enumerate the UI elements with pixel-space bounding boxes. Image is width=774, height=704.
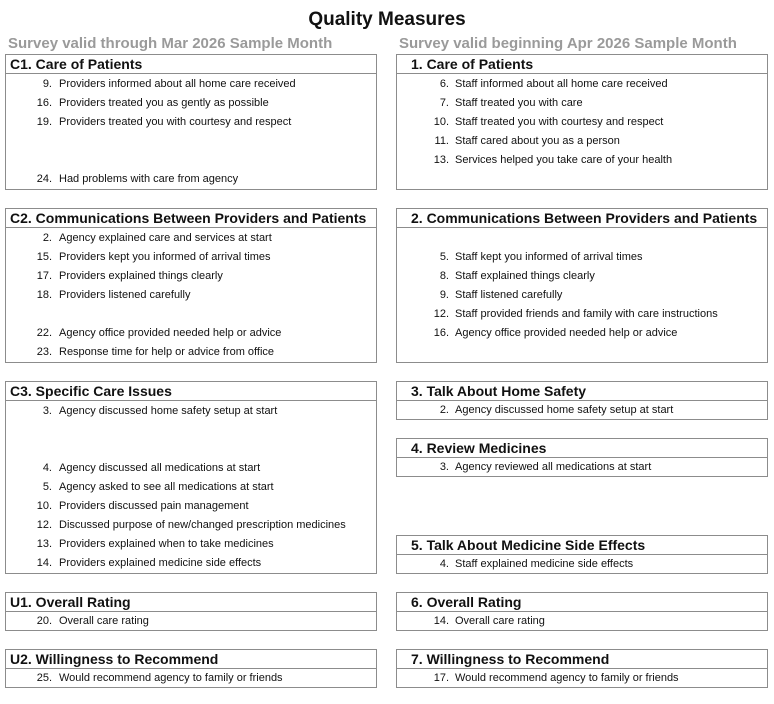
- item-text: Staff provided friends and family with care instructions: [455, 308, 718, 320]
- item-text: Staff explained things clearly: [455, 270, 595, 282]
- measure-item: [6, 669, 376, 688]
- measure-box-u1-overall-rating: [5, 592, 377, 631]
- measure-box-c1-care-of-patients: [5, 54, 377, 190]
- item-text: Staff listened carefully: [455, 289, 563, 301]
- item-text: Agency asked to see all medications at start: [59, 481, 274, 493]
- item-number: 12.: [36, 519, 52, 531]
- measure-item: [397, 286, 767, 305]
- item-text: Staff cared about you as a person: [455, 135, 620, 147]
- measure-item: [6, 286, 376, 305]
- item-number: 20.: [36, 615, 52, 627]
- item-number: 15.: [36, 251, 52, 263]
- item-text: Providers treated you as gently as possible: [59, 97, 269, 109]
- measure-item: [6, 343, 376, 362]
- item-number: 17.: [433, 672, 449, 684]
- item-text: Staff treated you with care: [455, 97, 583, 109]
- measure-item: [397, 669, 767, 688]
- measure-item: [397, 458, 767, 477]
- measure-box-6-overall-rating: [396, 592, 768, 631]
- measure-item: [6, 516, 376, 535]
- item-number: 16.: [433, 327, 449, 339]
- measure-item: [6, 535, 376, 554]
- item-number: 4.: [42, 462, 52, 474]
- measure-box-c2-communications: [5, 208, 377, 363]
- item-text: Would recommend agency to family or friends: [455, 672, 679, 684]
- left-column-subtitle: Survey valid through Mar 2026 Sample Month: [8, 35, 333, 52]
- measure-item: [6, 248, 376, 267]
- item-number: 9.: [439, 289, 449, 301]
- item-text: Agency office provided needed help or advice: [455, 327, 678, 339]
- measure-item: [6, 402, 376, 421]
- item-text: Agency explained care and services at start: [59, 232, 272, 244]
- item-text: Agency office provided needed help or advice: [59, 327, 282, 339]
- measure-item: [397, 612, 767, 631]
- item-text: Providers informed about all home care received: [59, 78, 296, 90]
- measure-item: [6, 478, 376, 497]
- measure-box-u2-willingness-to-recommend: [5, 649, 377, 688]
- measure-heading: 6. Overall Rating: [397, 593, 767, 612]
- measure-item: [6, 94, 376, 113]
- measure-item: [6, 554, 376, 573]
- measure-item: [397, 75, 767, 94]
- item-text: Providers discussed pain management: [59, 500, 249, 512]
- item-text: Providers explained medicine side effects: [59, 557, 262, 569]
- item-number: 12.: [433, 308, 449, 320]
- item-text: Staff treated you with courtesy and respect: [455, 116, 664, 128]
- measure-box-5-medicine-side-effects: [396, 535, 768, 574]
- item-text: Providers explained things clearly: [59, 270, 223, 282]
- item-text: Would recommend agency to family or friends: [59, 672, 283, 684]
- measure-heading: C2. Communications Between Providers and Patients: [6, 209, 376, 228]
- measure-item: [397, 248, 767, 267]
- measure-item: [6, 612, 376, 631]
- item-number: 18.: [36, 289, 52, 301]
- item-number: 23.: [36, 346, 52, 358]
- measure-heading: C3. Specific Care Issues: [6, 382, 376, 401]
- measure-box-2-communications: [396, 208, 768, 363]
- item-text: Services helped you take care of your health: [455, 154, 673, 166]
- item-text: Overall care rating: [59, 615, 149, 627]
- item-number: 2.: [439, 404, 449, 416]
- item-number: 5.: [42, 481, 52, 493]
- measure-item: [397, 555, 767, 574]
- item-number: 16.: [36, 97, 52, 109]
- item-text: Providers kept you informed of arrival times: [59, 251, 271, 263]
- measure-item: [397, 151, 767, 170]
- item-text: Providers explained when to take medicines: [59, 538, 274, 550]
- item-text: Agency discussed home safety setup at start: [59, 405, 278, 417]
- measure-item: [6, 497, 376, 516]
- page-title: Quality Measures: [308, 9, 466, 30]
- measure-box-7-willingness-to-recommend: [396, 649, 768, 688]
- item-text: Response time for help or advice from office: [59, 346, 275, 358]
- item-text: Staff explained medicine side effects: [455, 558, 634, 570]
- item-number: 10.: [433, 116, 449, 128]
- item-number: 13.: [36, 538, 52, 550]
- measure-heading: 5. Talk About Medicine Side Effects: [397, 536, 767, 555]
- measure-heading: 4. Review Medicines: [397, 439, 767, 458]
- item-text: Agency discussed home safety setup at start: [455, 404, 674, 416]
- measure-heading: 3. Talk About Home Safety: [397, 382, 767, 401]
- item-text: Overall care rating: [455, 615, 545, 627]
- item-number: 17.: [36, 270, 52, 282]
- measure-item: [397, 113, 767, 132]
- measure-heading: 1. Care of Patients: [397, 55, 767, 74]
- measure-heading: U1. Overall Rating: [6, 593, 376, 612]
- measure-item: [397, 305, 767, 324]
- right-column-subtitle: Survey valid beginning Apr 2026 Sample Month: [399, 35, 737, 52]
- measure-item: [6, 459, 376, 478]
- item-number: 11.: [434, 135, 449, 147]
- item-number: 14.: [433, 615, 449, 627]
- item-number: 22.: [36, 327, 52, 339]
- measure-item: [397, 132, 767, 151]
- item-number: 3.: [42, 405, 52, 417]
- measure-item: [6, 75, 376, 94]
- item-text: Discussed purpose of new/changed prescription medicines: [59, 519, 346, 531]
- measure-box-c3-specific-care-issues: [5, 381, 377, 574]
- measure-item: [397, 267, 767, 286]
- measure-box-1-care-of-patients: [396, 54, 768, 190]
- measure-item: [6, 113, 376, 132]
- item-text: Agency reviewed all medications at start: [455, 461, 652, 473]
- item-number: 14.: [36, 557, 52, 569]
- item-number: 24.: [36, 173, 52, 185]
- measure-item: [6, 267, 376, 286]
- item-number: 2.: [42, 232, 52, 244]
- measure-box-4-review-medicines: [396, 438, 768, 477]
- item-number: 19.: [36, 116, 52, 128]
- item-number: 3.: [439, 461, 449, 473]
- measure-item: [397, 401, 767, 420]
- measure-heading: 2. Communications Between Providers and Patients: [397, 209, 767, 228]
- item-text: Agency discussed all medications at start: [59, 462, 261, 474]
- item-number: 13.: [433, 154, 449, 166]
- measure-heading: 7. Willingness to Recommend: [397, 650, 767, 669]
- item-number: 6.: [439, 78, 449, 90]
- item-number: 7.: [439, 97, 449, 109]
- measure-heading: C1. Care of Patients: [6, 55, 376, 74]
- item-number: 10.: [36, 500, 52, 512]
- item-number: 8.: [439, 270, 449, 282]
- item-text: Staff kept you informed of arrival times: [455, 251, 643, 263]
- measure-heading: U2. Willingness to Recommend: [6, 650, 376, 669]
- item-number: 4.: [439, 558, 449, 570]
- item-number: 25.: [36, 672, 52, 684]
- item-number: 5.: [439, 251, 449, 263]
- item-text: Staff informed about all home care received: [455, 78, 668, 90]
- measure-item: [6, 229, 376, 248]
- measure-item: [397, 324, 767, 343]
- item-text: Providers treated you with courtesy and respect: [59, 116, 292, 128]
- measure-item: [6, 170, 376, 189]
- measure-item: [6, 324, 376, 343]
- item-text: Had problems with care from agency: [59, 173, 239, 185]
- measure-box-3-home-safety: [396, 381, 768, 420]
- measure-item: [397, 94, 767, 113]
- item-text: Providers listened carefully: [59, 289, 191, 301]
- item-number: 9.: [42, 78, 52, 90]
